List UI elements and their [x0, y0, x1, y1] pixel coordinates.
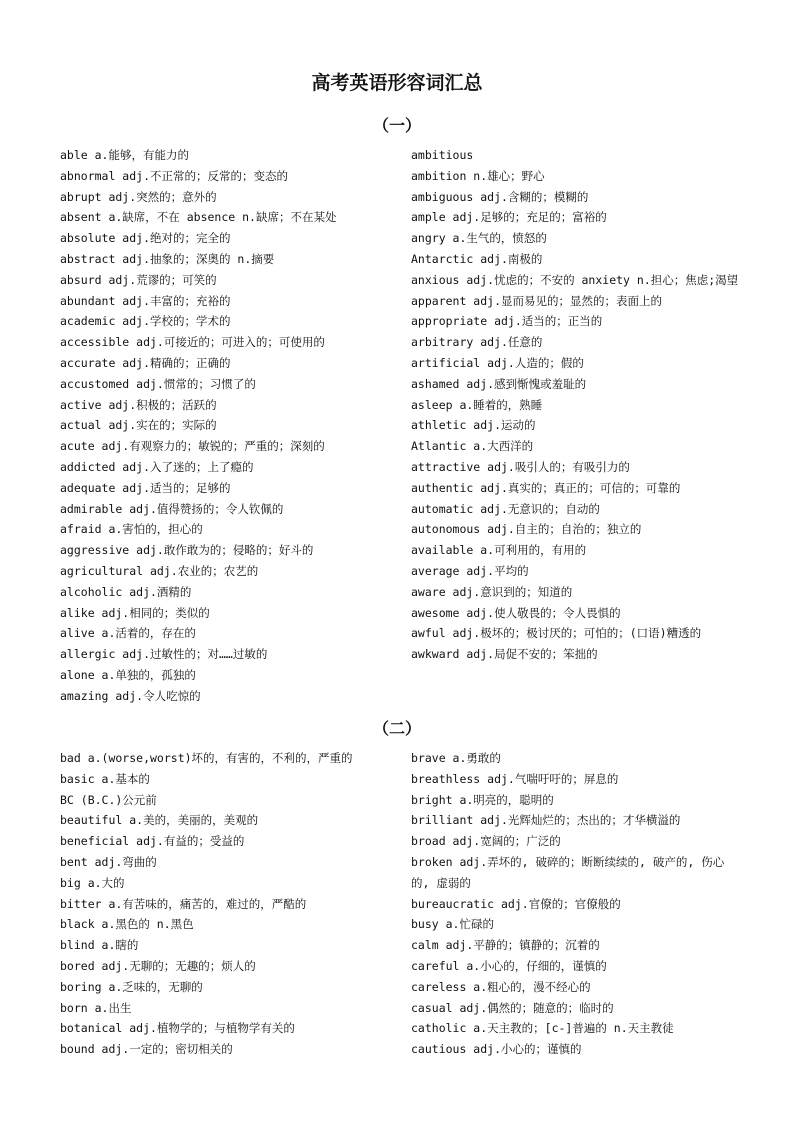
word-entry: bad a.(worse,worst)坏的，有害的，不利的，严重的 [60, 751, 353, 765]
word-entry: awesome adj.使人敬畏的；令人畏惧的 [411, 605, 621, 620]
word-entry: basic a.基本的 [60, 771, 150, 786]
word-entry: accustomed adj.惯常的；习惯了的 [60, 376, 256, 391]
word-entry: autonomous adj.自主的；自治的；独立的 [411, 522, 642, 537]
word-entry: arbitrary adj.任意的 [411, 335, 543, 350]
word-entry: absolute adj.绝对的；完全的 [60, 231, 231, 246]
word-entry: active adj.积极的；活跃的 [60, 397, 217, 412]
word-entry: addicted adj.入了迷的；上了瘾的 [60, 459, 254, 474]
word-entry: academic adj.学校的；学术的 [60, 314, 231, 329]
word-entry: born a.出生 [60, 1000, 132, 1015]
word-entry: agricultural adj.农业的；农艺的 [60, 563, 259, 578]
word-entry: accessible adj.可接近的；可进入的；可使用的 [60, 335, 325, 350]
word-entry: casual adj.偶然的；随意的；临时的 [411, 1000, 614, 1015]
word-entry: breathless adj.气喘吁吁的；屏息的 [411, 771, 619, 786]
word-entry: bored adj.无聊的；无趣的；烦人的 [60, 958, 256, 973]
word-entry: able a.能够，有能力的 [60, 148, 189, 162]
word-entry: bound adj.一定的；密切相关的 [60, 1042, 233, 1057]
word-entry: brilliant adj.光辉灿烂的；杰出的；才华横溢的 [411, 813, 681, 828]
word-entry: beautiful a.美的，美丽的，美观的 [60, 813, 259, 828]
word-entry: ambiguous adj.含糊的；模糊的 [411, 189, 589, 204]
word-entry: acute adj.有观察力的；敏锐的；严重的；深刻的 [60, 439, 325, 454]
word-entry: careless a.粗心的，漫不经心的 [411, 979, 591, 994]
word-entry: cautious adj.小心的；谨慎的 [411, 1042, 582, 1057]
word-entry: appropriate adj.适当的；正当的 [411, 314, 603, 329]
word-entry: absurd adj.荒谬的；可笑的 [60, 272, 217, 287]
word-entry: BC (B.C.)公元前 [60, 792, 157, 807]
word-entry: actual adj.实在的；实际的 [60, 418, 217, 433]
word-entry: average adj.平均的 [411, 563, 529, 578]
word-entry: alike adj.相同的；类似的 [60, 605, 210, 620]
word-entry: absent a.缺席，不在 absence n.缺席；不在某处 [60, 210, 337, 225]
word-entry: artificial adj.人造的；假的 [411, 355, 584, 370]
section-2-left-column [60, 748, 400, 1060]
word-entry: calm adj.平静的；镇静的；沉着的 [411, 938, 600, 953]
word-entry: boring a.乏味的，无聊的 [60, 979, 203, 994]
word-entry: abundant adj.丰富的；充裕的 [60, 293, 231, 308]
word-entry: afraid a.害怕的，担心的 [60, 522, 203, 537]
word-entry: ambitious [411, 148, 474, 162]
word-entry: available a.可利用的，有用的 [411, 543, 587, 558]
word-entry: adequate adj.适当的；足够的 [60, 480, 231, 495]
word-entry: amazing adj.令人吃惊的 [60, 688, 201, 703]
word-entry: authentic adj.真实的；真正的；可信的；可靠的 [411, 480, 681, 495]
section-heading-2: （二） [372, 719, 421, 738]
word-entry: black a.黑色的 n.黑色 [60, 917, 194, 932]
word-entry: abstract adj.抽象的；深奥的 n.摘要 [60, 251, 275, 266]
word-entry: awful adj.极坏的；极讨厌的；可怕的；(口语)糟透的 [411, 626, 702, 641]
word-entry: catholic a.天主教的；[c-]普遍的 n.天主教徒 [411, 1021, 674, 1036]
word-entry: careful a.小心的，仔细的，谨慎的 [411, 958, 607, 973]
section-heading-1: （一） [372, 116, 421, 135]
word-entry: bright a.明亮的，聪明的 [411, 792, 554, 807]
word-entry: ambition n.雄心；野心 [411, 168, 545, 183]
word-entry: alcoholic adj.酒精的 [60, 584, 192, 599]
word-entry: botanical adj.植物学的；与植物学有关的 [60, 1021, 295, 1036]
section-2-right-column [411, 748, 741, 1060]
word-entry: big a.大的 [60, 875, 125, 890]
section-1-left-column [60, 145, 400, 707]
section-1-right-column [411, 145, 741, 665]
word-entry: alive a.活着的，存在的 [60, 626, 196, 641]
word-entry: attractive adj.吸引人的；有吸引力的 [411, 459, 630, 474]
word-entry: angry a.生气的，愤怒的 [411, 231, 547, 246]
word-entry: alone a.单独的，孤独的 [60, 667, 196, 682]
word-entry: broad adj.宽阔的；广泛的 [411, 834, 561, 849]
word-entry: broken adj.弄坏的, 破碎的；断断续续的, 破产的, 伤心的, 虚弱的 [411, 854, 725, 890]
page-title: 高考英语形容词汇总 [311, 72, 483, 94]
word-entry: automatic adj.无意识的；自动的 [411, 501, 600, 516]
word-entry: ample adj.足够的；充足的；富裕的 [411, 210, 607, 225]
word-entry: aggressive adj.敢作敢为的；侵略的；好斗的 [60, 543, 314, 558]
word-entry: bitter a.有苦味的，痛苦的，难过的，严酷的 [60, 896, 307, 911]
word-entry: brave a.勇敢的 [411, 751, 501, 765]
word-entry: abrupt adj.突然的；意外的 [60, 189, 217, 204]
word-entry: busy a.忙碌的 [411, 917, 494, 932]
word-entry: admirable adj.值得赞扬的；令人钦佩的 [60, 501, 284, 516]
word-entry: accurate adj.精确的；正确的 [60, 355, 231, 370]
word-entry: bent adj.弯曲的 [60, 854, 157, 869]
word-entry: beneficial adj.有益的；受益的 [60, 834, 245, 849]
word-entry: athletic adj.运动的 [411, 418, 536, 433]
word-entry: Atlantic a.大西洋的 [411, 439, 534, 454]
word-entry: anxious adj.忧虑的；不安的 anxiety n.担心；焦虑;渴望 [411, 272, 739, 287]
word-entry: Antarctic adj.南极的 [411, 251, 543, 266]
word-entry: aware adj.意识到的；知道的 [411, 584, 573, 599]
word-entry: allergic adj.过敏性的；对……过敏的 [60, 647, 268, 662]
word-entry: awkward adj.局促不安的；笨拙的 [411, 647, 598, 662]
word-entry: abnormal adj.不正常的；反常的；变态的 [60, 168, 289, 183]
word-entry: bureaucratic adj.官僚的；官僚般的 [411, 896, 621, 911]
word-entry: apparent adj.显而易见的；显然的；表面上的 [411, 293, 663, 308]
word-entry: blind a.瞎的 [60, 938, 139, 953]
word-entry: ashamed adj.感到惭愧或羞耻的 [411, 376, 587, 391]
word-entry: asleep a.睡着的，熟睡 [411, 397, 543, 412]
